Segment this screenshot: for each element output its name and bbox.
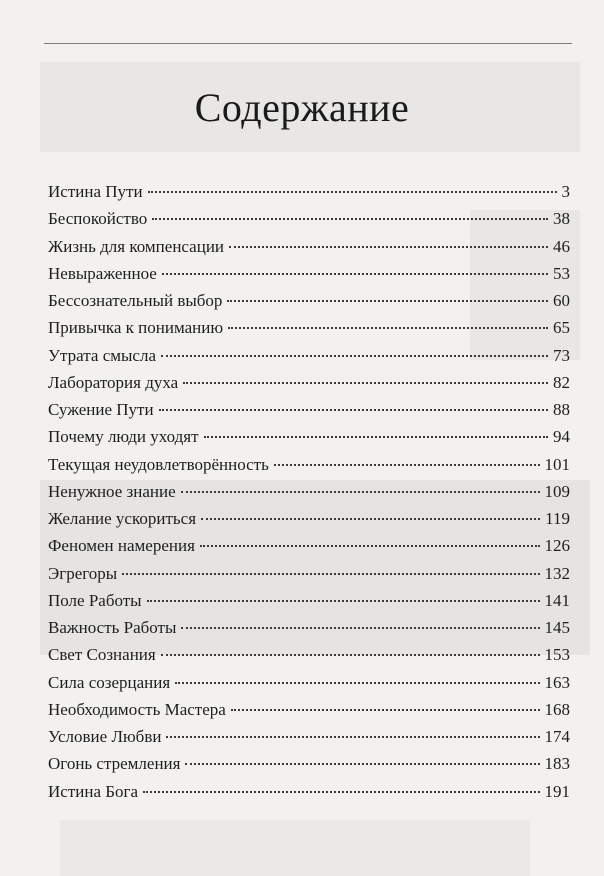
toc-entry-page-number: 109 — [544, 481, 570, 501]
toc-dot-leader — [200, 545, 540, 547]
toc-entry-page-number: 65 — [553, 318, 570, 338]
toc-entry-page-number: 168 — [544, 699, 570, 719]
table-of-contents — [48, 182, 570, 809]
toc-entry-page-number: 183 — [544, 754, 570, 774]
toc-entry-page-number: 88 — [553, 400, 570, 419]
toc-dot-leader — [162, 273, 548, 275]
toc-entry-title: Необходимость Мастера — [48, 699, 226, 719]
toc-dot-leader — [183, 382, 548, 384]
toc-entry-title: Свет Сознания — [48, 645, 156, 665]
toc-dot-leader — [227, 300, 548, 302]
toc-entry — [48, 427, 570, 454]
toc-entry-title: Эгрегоры — [48, 563, 118, 583]
toc-entry-title: Важность Работы — [48, 618, 177, 637]
toc-entry-title: Ненужное знание — [48, 481, 176, 501]
toc-entry-page-number: 191 — [544, 781, 570, 801]
toc-dot-leader — [161, 355, 548, 357]
toc-entry-page-number: 3 — [561, 182, 570, 201]
toc-entry-title: Беспокойство — [48, 209, 148, 229]
toc-entry-title: Лаборатория духа — [48, 372, 179, 392]
toc-entry-page-number: 53 — [553, 263, 570, 283]
toc-entry-page-number: 73 — [553, 345, 570, 365]
toc-dot-leader — [148, 191, 557, 193]
toc-entry — [48, 509, 570, 536]
toc-entry — [48, 536, 570, 563]
background-bleed-bottom — [60, 820, 530, 876]
page-title: Содержание — [194, 85, 410, 130]
toc-entry — [48, 700, 570, 727]
toc-dot-leader — [228, 327, 548, 329]
toc-dot-leader — [152, 218, 548, 220]
toc-entry — [48, 346, 570, 373]
toc-dot-leader — [175, 682, 539, 684]
toc-entry-title: Привычка к пониманию — [48, 318, 224, 338]
toc-entry — [48, 673, 570, 700]
toc-dot-leader — [201, 518, 540, 520]
toc-entry-title: Текущая неудовлетворённость — [48, 454, 269, 474]
toc-entry-page-number: 101 — [544, 454, 570, 474]
toc-entry-page-number: 82 — [553, 372, 570, 392]
toc-entry — [48, 591, 570, 618]
toc-entry-page-number: 126 — [544, 536, 570, 556]
toc-entry — [48, 727, 570, 754]
toc-dot-leader — [231, 709, 540, 711]
toc-dot-leader — [166, 736, 539, 738]
toc-entry-page-number: 132 — [544, 563, 570, 583]
toc-entry-page-number: 94 — [553, 427, 570, 447]
toc-entry — [48, 264, 570, 291]
toc-entry-title: Сила созерцания — [48, 672, 171, 692]
toc-entry-page-number: 46 — [553, 236, 570, 256]
toc-entry-page-number: 60 — [553, 291, 570, 310]
toc-entry-title: Жизнь для компенсации — [48, 236, 225, 256]
toc-entry — [48, 782, 570, 809]
toc-entry — [48, 645, 570, 672]
toc-entry — [48, 618, 570, 645]
toc-entry — [48, 237, 570, 264]
toc-dot-leader — [181, 491, 540, 493]
toc-entry-page-number: 141 — [544, 590, 570, 610]
toc-entry-page-number: 145 — [544, 618, 570, 637]
toc-entry-page-number: 163 — [544, 672, 570, 692]
toc-entry-page-number: 119 — [545, 509, 570, 528]
toc-entry — [48, 400, 570, 427]
toc-entry — [48, 291, 570, 318]
toc-entry-page-number: 153 — [544, 645, 570, 665]
toc-dot-leader — [274, 464, 540, 466]
toc-dot-leader — [185, 763, 539, 765]
toc-entry-title: Невыраженное — [48, 263, 157, 283]
toc-dot-leader — [161, 654, 540, 656]
toc-entry-title: Огонь стремления — [48, 754, 181, 774]
toc-entry — [48, 564, 570, 591]
toc-entry-title: Поле Работы — [48, 590, 142, 610]
toc-entry — [48, 209, 570, 236]
toc-entry-title: Условие Любви — [48, 727, 162, 746]
toc-entry — [48, 754, 570, 781]
toc-entry-title: Истина Пути — [48, 182, 143, 201]
toc-entry — [48, 455, 570, 482]
toc-entry-page-number: 174 — [544, 727, 570, 746]
toc-dot-leader — [204, 436, 548, 438]
toc-dot-leader — [159, 409, 548, 411]
toc-dot-leader — [181, 627, 539, 629]
toc-dot-leader — [122, 573, 539, 575]
toc-entry-title: Истина Бога — [48, 781, 139, 801]
toc-dot-leader — [143, 791, 539, 793]
toc-entry — [48, 182, 570, 209]
toc-entry-page-number: 38 — [553, 209, 570, 229]
toc-entry-title: Желание ускориться — [48, 509, 197, 528]
toc-dot-leader — [229, 246, 548, 248]
toc-entry-title: Бессознательный выбор — [48, 291, 223, 310]
toc-entry — [48, 482, 570, 509]
toc-dot-leader — [147, 600, 540, 602]
toc-entry-title: Сужение Пути — [48, 400, 154, 419]
toc-entry — [48, 373, 570, 400]
toc-entry — [48, 318, 570, 345]
toc-entry-title: Почему люди уходят — [48, 427, 199, 447]
toc-entry-title: Утрата смысла — [48, 345, 157, 365]
toc-entry-title: Феномен намерения — [48, 536, 195, 556]
header-rule — [44, 43, 572, 44]
